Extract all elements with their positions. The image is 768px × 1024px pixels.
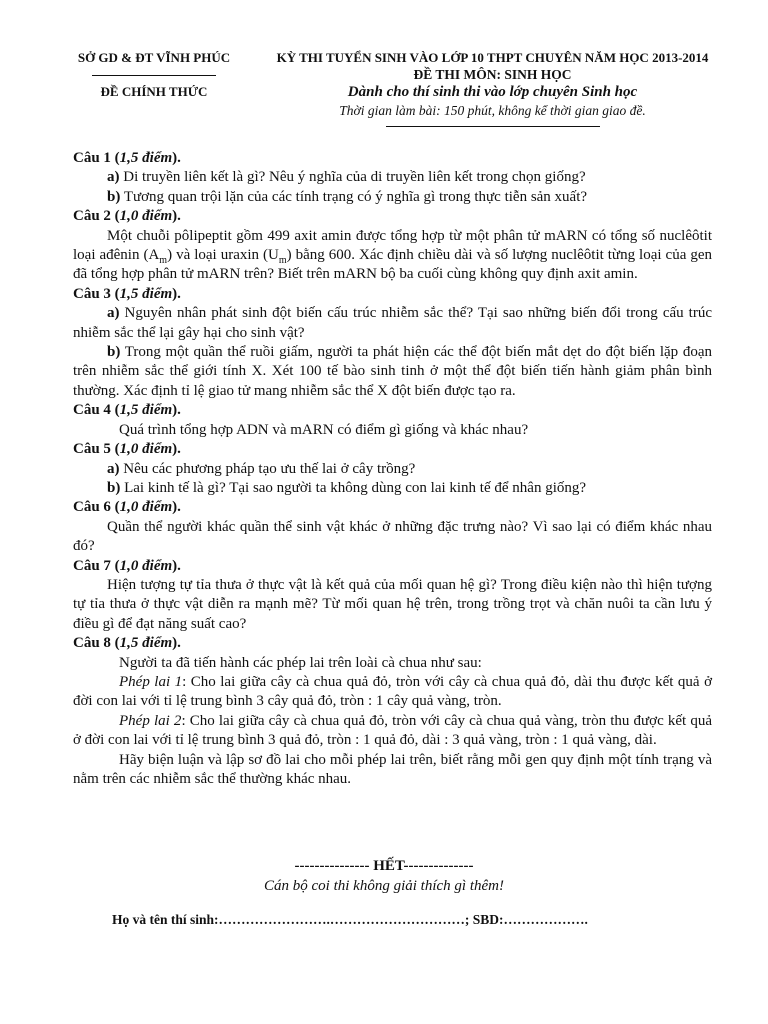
exam-audience: Dành cho thí sinh thi vào lớp chuyên Sinh học [347,84,638,100]
question-3-part-b [73,343,712,401]
question-8-cross-2 [73,712,712,751]
question-label-close: ). [172,402,181,419]
part-label: b) [107,344,121,361]
question-points: 1,0 điểm [119,208,173,225]
question-label: Câu 8 ( [73,635,120,652]
question-label-close: ). [172,441,181,458]
text-segment: ) và loại uraxin (U [167,247,279,264]
question-5-title [73,440,712,459]
question-label: Câu 7 ( [73,557,120,574]
question-3-title [73,285,712,304]
question-4-title [73,401,712,420]
official-status: ĐỀ CHÍNH THỨC [100,84,208,99]
exam-time: Thời gian làm bài: 150 phút, không kể thời gian giao đề. [339,103,646,118]
part-label: b) [107,479,121,496]
end-mark: --------------- HẾT-------------- [294,858,474,874]
question-label-close: ). [172,557,181,574]
proctor-note: Cán bộ coi thi không giải thích gì thêm! [264,878,504,894]
question-6-title [73,498,712,517]
question-2-text [73,227,712,285]
question-label: Câu 4 ( [73,402,120,419]
part-text: Tương quan trội lặn của các tính trạng có ý nghĩa gì trong thực tiễn sản xuất? [120,188,588,205]
question-7-text: Hiện tượng tự tỉa thưa ở thực vật là kết quả của mối quan hệ gì? Trong điều kiện nào thì hiện tượng tự tỉa thưa ở thực vật diễn ra mạnh mẽ? Từ mối quan hệ trên, trong trồng trọt và chăn nuôi ta cần lưu ý điều gì để đạt năng suất cao? [73,576,712,632]
part-text: Nguyên nhân phát sinh đột biến cấu trúc nhiễm sắc thể? Tại sao những biến đổi trong cấu trúc nhiễm sắc thể lại gây hại cho sinh vật? [73,305,712,341]
question-6-text: Quần thể người khác quần thể sinh vật khác ở những đặc trưng nào? Vì sao lại có điểm khác nhau đó? [73,518,712,555]
question-label: Câu 1 ( [73,150,120,166]
header-left-divider [92,75,216,76]
department-name: SỞ GD & ĐT VĨNH PHÚC [77,50,231,65]
subscript: m [278,255,287,267]
question-points: 1,0 điểm [119,441,173,458]
exam-questions [73,149,712,789]
question-label-close: ). [172,208,181,225]
question-4-text: Quá trình tổng hợp ADN và mARN có điểm gì giống và khác nhau? [119,421,529,438]
part-text: Nêu các phương pháp tạo ưu thế lai ở cây trồng? [119,460,416,477]
question-8-conclusion: Hãy biện luận và lập sơ đồ lai cho mỗi phép lai trên, biết rằng mỗi gen quy định một tính trạng và nằm trên các nhiễm sắc thể thường khác nhau. [73,751,712,787]
part-label: a) [107,460,120,477]
question-points: 1,0 điểm [119,499,173,516]
text-segment: Một chuỗi pôlipeptit gồm 499 axit amin được tổng hợp từ một phân tử mARN có tổng số nuclêôtit loại ađênin (A [73,227,712,264]
part-text: Lai kinh tế là gì? Tại sao người ta không dùng con lai kinh tế để nhân giống? [120,479,587,496]
subscript: m [159,255,168,267]
question-label-close: ). [172,635,181,652]
text-segment: ) bằng 600. Xác định chiều dài và số lượng nuclêôtit từng loại của gen đã tổng hợp phân tử mARN trên? Biết trên mARN bộ ba cuối cùng không quy định axit amin. [73,247,713,283]
question-label: Câu 6 ( [73,499,120,516]
question-label: Câu 3 ( [73,285,120,302]
question-2-title [73,207,712,226]
question-8-title [73,634,712,653]
cross-label: Phép lai 2 [119,712,182,729]
question-1-title [73,149,712,168]
part-text: Di truyền liên kết là gì? Nêu ý nghĩa của di truyền liên kết trong chọn giống? [119,169,586,186]
question-8-intro: Người ta đã tiến hành các phép lai trên loài cà chua như sau: [119,654,482,671]
candidate-info-line: Họ và tên thí sinh:…………………….…………………………; SBD:………………. [112,912,588,927]
question-points: 1,5 điểm [119,150,173,166]
question-label-close: ). [172,150,181,166]
part-label: a) [107,305,120,322]
exam-title: KỲ THI TUYỂN SINH VÀO LỚP 10 THPT CHUYÊN NĂM HỌC 2013-2014 [276,50,709,65]
question-1-part-a [73,168,712,187]
header-right-divider [386,126,600,127]
question-points: 1,5 điểm [119,635,173,652]
exam-subject: ĐỀ THI MÔN: SINH HỌC [413,67,572,82]
exam-ending [0,856,768,896]
question-label-close: ). [172,499,181,516]
question-8-cross-1 [73,673,712,712]
question-1-part-b [73,188,712,207]
cross-label: Phép lai 1 [119,673,183,690]
question-5-part-b [73,479,712,498]
question-points: 1,5 điểm [119,285,173,302]
question-points: 1,0 điểm [119,557,173,574]
question-label: Câu 2 ( [73,208,120,225]
question-label: Câu 5 ( [73,441,120,458]
cross-text: : Cho lai giữa cây cà chua quả đỏ, tròn với cây cà chua quả đỏ, dài thu được kết quả ở đời con lai với tỉ lệ trung bình 3 cây quả đỏ, tròn : 1 cây quả vàng, tròn. [73,673,713,710]
part-label: a) [107,169,120,186]
cross-text: : Cho lai giữa cây cà chua quả đỏ, tròn với cây cà chua quả vàng, tròn thu được kết quả ở đời con lai với tỉ lệ trung bình 3 quả đỏ, tròn : 1 quả đỏ, dài : 3 quả vàng, tròn : 1 quả vàng, dài. [73,712,713,749]
part-label: b) [107,188,121,205]
header-right [250,50,735,127]
header-left [64,50,244,100]
question-3-part-a [73,304,712,343]
part-text: Trong một quần thể ruồi giấm, người ta phát hiện các thể đột biến mắt dẹt do đột biến lặp đoạn trên nhiễm sắc thể giới tính X. Xét 100 tế bào sinh tinh ở một thể đột biến tiến hành giảm phân bình thường. Xác định tỉ lệ giao tử mang nhiễm sắc thể X đột biến được tạo ra. [73,344,712,399]
question-label-close: ). [172,285,181,302]
question-7-title [73,557,712,576]
question-points: 1,5 điểm [119,402,173,419]
question-5-part-a [73,460,712,479]
